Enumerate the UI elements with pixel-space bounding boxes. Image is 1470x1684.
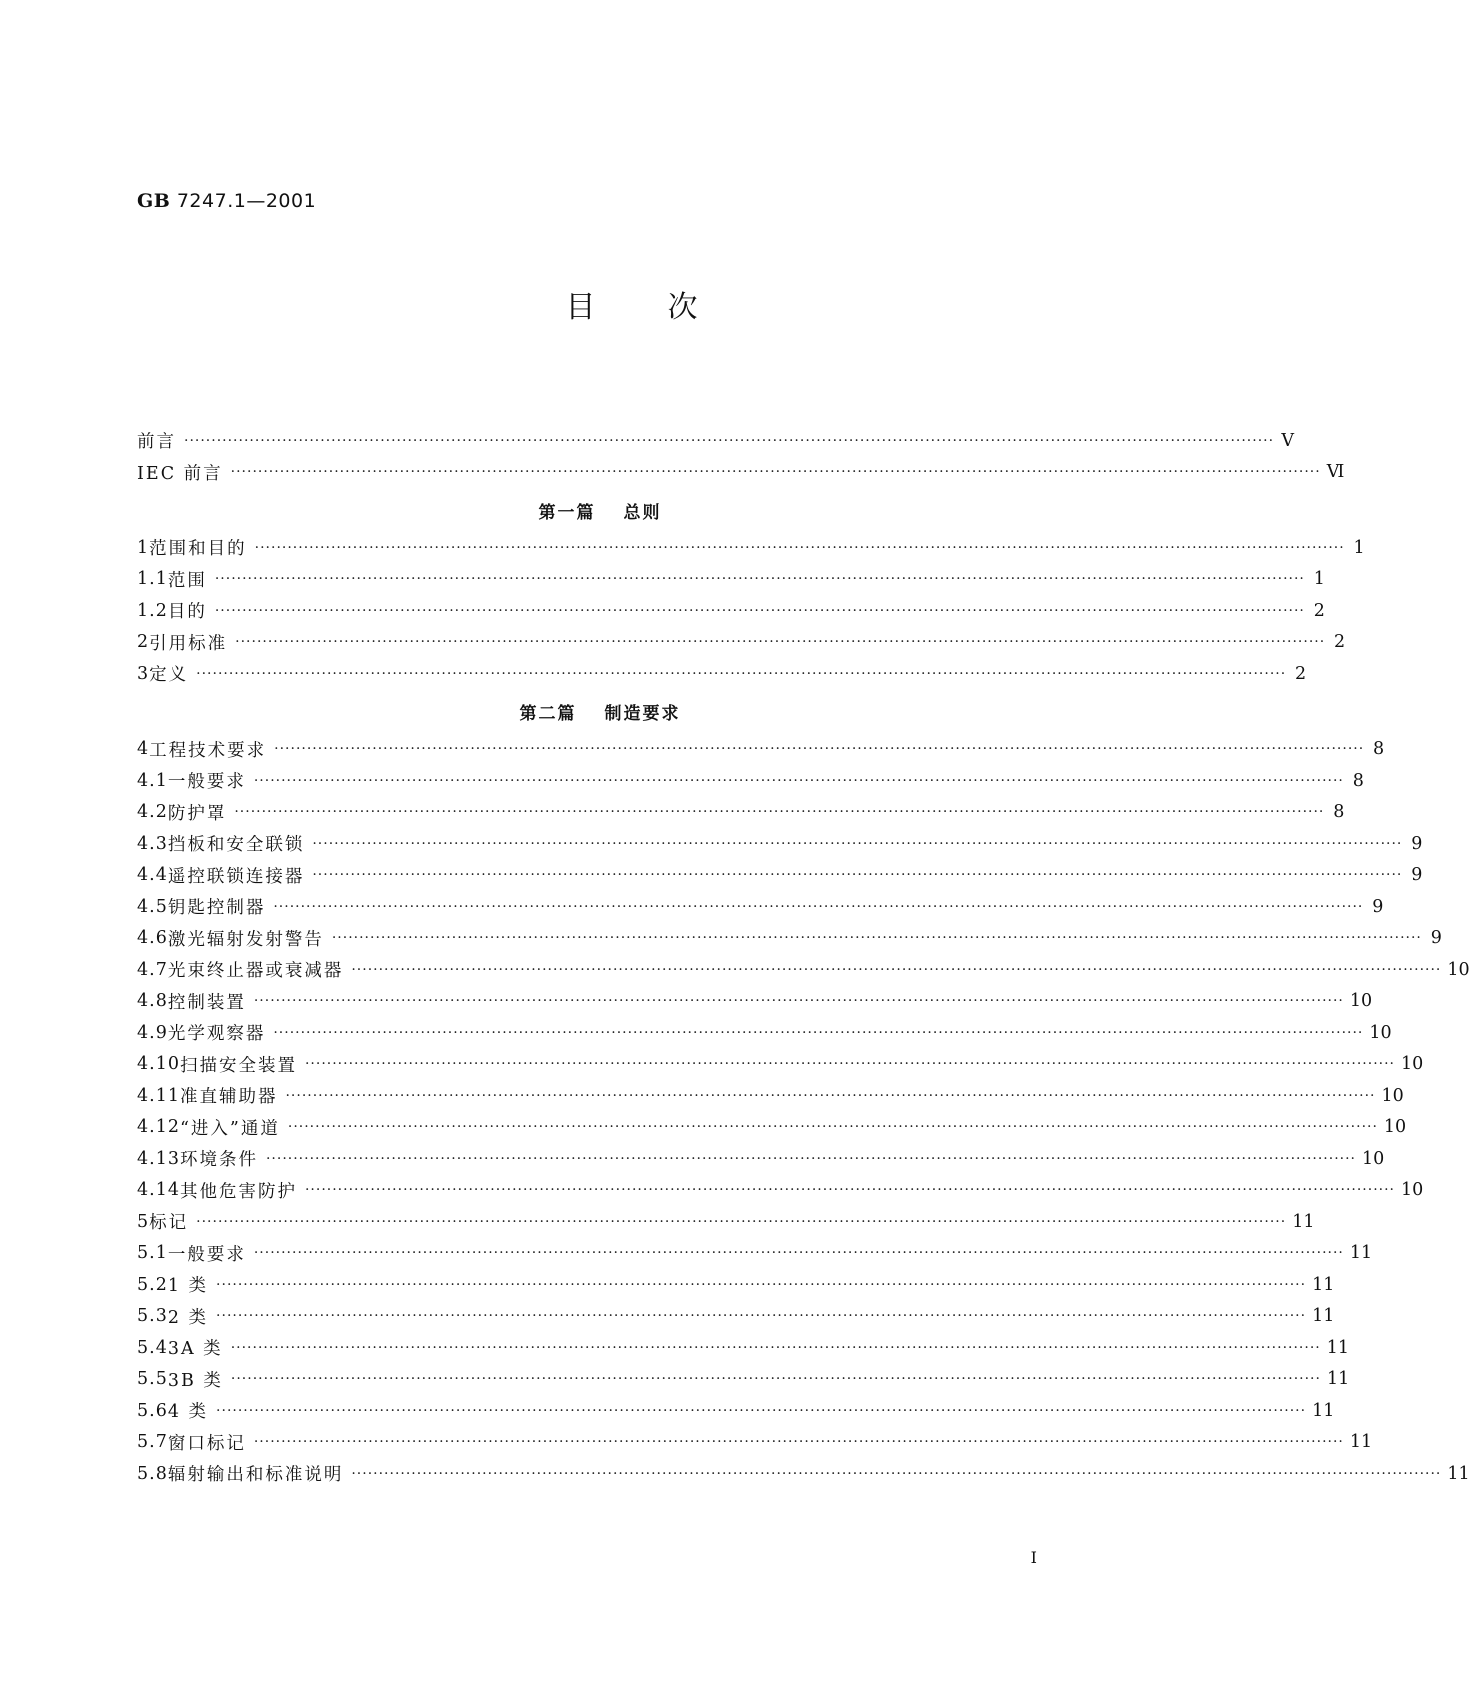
- toc-page: 9: [1430, 928, 1442, 949]
- toc-number: 4.4: [137, 865, 168, 886]
- toc-page: 10: [1362, 1148, 1385, 1169]
- toc-page: 8: [1373, 739, 1385, 760]
- leader-dots: ········································································································································································································: [331, 930, 1422, 947]
- leader-dots: ········································································································································································································: [351, 961, 1442, 978]
- toc-number: 4.7: [137, 959, 168, 980]
- leader-dots: ········································································································································································································: [312, 867, 1403, 884]
- toc-page: 10: [1369, 1022, 1392, 1043]
- toc-number: 4.11: [137, 1085, 180, 1106]
- leader-dots: ········································································································································································································: [216, 1276, 1307, 1293]
- toc-label: 3A 类: [167, 1339, 223, 1360]
- toc-label: 辐射输出和标准说明: [167, 1465, 344, 1486]
- toc-number: 4.6: [137, 928, 168, 949]
- toc-number: 3: [137, 663, 150, 684]
- toc-label: 标记: [149, 1213, 189, 1234]
- toc-label: 准直辅助器: [179, 1087, 278, 1108]
- leader-dots: ········································································································································································································: [273, 1024, 1364, 1041]
- toc-number: 4.1: [137, 770, 168, 791]
- toc-number: 4.10: [137, 1054, 180, 1075]
- toc-page: Ⅴ: [1281, 430, 1295, 451]
- part1-list: [137, 532, 1365, 690]
- toc-row[interactable]: [137, 734, 1385, 766]
- toc-number: 1: [137, 537, 150, 558]
- leader-dots: ········································································································································································································: [196, 665, 1287, 682]
- leader-dots: ········································································································································································································: [287, 1119, 1378, 1136]
- toc-row[interactable]: [137, 1143, 1385, 1175]
- leader-dots: ········································································································································································································: [304, 1056, 1396, 1073]
- toc-label: 4 类: [167, 1402, 209, 1423]
- toc-page: 11: [1312, 1306, 1335, 1327]
- toc-page: 9: [1411, 865, 1423, 886]
- leader-dots: ········································································································································································································: [235, 634, 1326, 651]
- leader-dots: ········································································································································································································: [265, 1150, 1357, 1167]
- toc-row[interactable]: [137, 1301, 1335, 1333]
- leader-dots: ········································································································································································································: [274, 741, 1365, 758]
- toc-row[interactable]: [137, 564, 1325, 596]
- part-title: 制造要求: [604, 704, 681, 724]
- standard-number: 7247.1—2001: [176, 190, 317, 212]
- toc-number: 4.14: [137, 1180, 180, 1201]
- toc-page: 11: [1447, 1463, 1470, 1484]
- toc-label: 窗口标记: [167, 1433, 246, 1454]
- toc-number: 4.3: [137, 833, 168, 854]
- toc-row[interactable]: [137, 765, 1364, 797]
- toc-page: Ⅵ: [1326, 462, 1345, 483]
- toc-row[interactable]: [137, 1017, 1392, 1049]
- leader-dots: ········································································································································································································: [214, 571, 1305, 588]
- toc-label: 控制装置: [167, 992, 246, 1013]
- toc-page: 11: [1292, 1211, 1315, 1232]
- toc-row[interactable]: [137, 923, 1442, 955]
- leader-dots: ········································································································································································································: [184, 432, 1275, 449]
- toc-label: 一般要求: [167, 1244, 246, 1265]
- toc-page: 10: [1401, 1054, 1424, 1075]
- toc-page: 8: [1333, 802, 1345, 823]
- leader-dots: ········································································································································································································: [273, 898, 1364, 915]
- toc-row[interactable]: [137, 797, 1345, 829]
- toc-row[interactable]: [137, 1332, 1350, 1364]
- leader-dots: ········································································································································································································: [216, 1402, 1307, 1419]
- standard-code: [137, 190, 316, 212]
- leader-dots: ········································································································································································································: [304, 1182, 1396, 1199]
- toc-number: 4: [137, 739, 150, 760]
- toc-page: 9: [1411, 833, 1423, 854]
- toc-label: 范围和目的: [149, 539, 247, 560]
- toc-row[interactable]: [137, 986, 1373, 1018]
- leader-dots: ········································································································································································································: [230, 1371, 1321, 1388]
- leader-dots: ········································································································································································································: [253, 1245, 1344, 1262]
- toc-row[interactable]: [137, 1458, 1470, 1490]
- toc-row[interactable]: [137, 954, 1470, 986]
- toc-label: 钥匙控制器: [167, 898, 266, 919]
- part2-list: [137, 734, 1470, 1490]
- toc-row[interactable]: [137, 1238, 1373, 1270]
- toc-label: “进入”通道: [179, 1118, 280, 1139]
- toc-label: 2 类: [167, 1307, 209, 1328]
- toc-page: 11: [1312, 1274, 1335, 1295]
- part-heading: [137, 488, 1063, 532]
- toc-label: 环境条件: [179, 1150, 258, 1171]
- toc-row[interactable]: [137, 1395, 1335, 1427]
- toc-label: 遥控联锁连接器: [167, 866, 305, 887]
- toc-page: 11: [1326, 1369, 1350, 1390]
- toc-label: 前言: [137, 432, 176, 453]
- toc-label: 引用标准: [149, 633, 228, 654]
- leader-dots: ········································································································································································································: [253, 772, 1344, 789]
- toc-label: 工程技术要求: [149, 740, 267, 761]
- toc-page: 9: [1372, 896, 1384, 917]
- toc-label: 激光辐射发射警告: [167, 929, 324, 950]
- table-of-contents: [137, 425, 1470, 1490]
- toc-number: 1.1: [137, 569, 168, 590]
- leader-dots: ········································································································································································································: [214, 602, 1305, 619]
- toc-label: 光束终止器或衰减器: [167, 961, 344, 982]
- toc-row[interactable]: [137, 1049, 1424, 1081]
- part-number: 第二篇: [519, 704, 577, 724]
- toc-number: 5: [137, 1211, 150, 1232]
- leader-dots: ········································································································································································································: [230, 1339, 1321, 1356]
- toc-number: 4.12: [137, 1117, 180, 1138]
- leader-dots: ········································································································································································································: [216, 1308, 1307, 1325]
- toc-row[interactable]: [137, 1112, 1407, 1144]
- toc-row[interactable]: [137, 1427, 1373, 1459]
- page-folio: Ⅰ: [1030, 1548, 1037, 1567]
- toc-row[interactable]: [137, 457, 1345, 489]
- toc-page: 10: [1383, 1117, 1407, 1138]
- page-title: 目次: [565, 290, 770, 325]
- toc-label: 1 类: [167, 1276, 209, 1297]
- toc-row[interactable]: [137, 658, 1307, 690]
- toc-number: 5.5: [137, 1369, 168, 1390]
- leader-dots: ········································································································································································································: [230, 464, 1321, 481]
- toc-row[interactable]: [137, 532, 1365, 564]
- toc-page: 2: [1334, 632, 1346, 653]
- toc-number: 5.1: [137, 1243, 168, 1264]
- toc-page: 11: [1312, 1400, 1335, 1421]
- toc-label: IEC 前言: [137, 463, 223, 484]
- toc-page: 8: [1352, 770, 1364, 791]
- toc-page: 2: [1295, 663, 1307, 684]
- leader-dots: ········································································································································································································: [351, 1465, 1442, 1482]
- toc-label: 防护罩: [167, 803, 227, 824]
- toc-number: 4.8: [137, 991, 168, 1012]
- toc-page: 1: [1353, 537, 1365, 558]
- leader-dots: ········································································································································································································: [312, 835, 1403, 852]
- toc-row[interactable]: [137, 1175, 1424, 1207]
- toc-label: 一般要求: [167, 772, 246, 793]
- toc-row[interactable]: [137, 1364, 1350, 1396]
- toc-number: 4.13: [137, 1148, 180, 1169]
- toc-row[interactable]: [137, 1080, 1404, 1112]
- toc-page: 10: [1447, 959, 1470, 980]
- toc-number: 5.8: [137, 1463, 168, 1484]
- toc-label: 其他危害防护: [179, 1181, 297, 1202]
- toc-number: 4.9: [137, 1022, 168, 1043]
- toc-page: 11: [1349, 1243, 1373, 1264]
- toc-row[interactable]: [137, 1206, 1315, 1238]
- leader-dots: ········································································································································································································: [253, 1434, 1344, 1451]
- toc-row[interactable]: [137, 891, 1384, 923]
- toc-row[interactable]: [137, 595, 1325, 627]
- toc-row[interactable]: [137, 828, 1423, 860]
- toc-row[interactable]: [137, 860, 1423, 892]
- toc-number: 5.2: [137, 1274, 168, 1295]
- toc-page: 11: [1349, 1432, 1373, 1453]
- toc-label: 光学观察器: [167, 1024, 266, 1045]
- toc-row[interactable]: [137, 425, 1295, 457]
- toc-page: 1: [1313, 569, 1325, 590]
- toc-page: 10: [1349, 991, 1373, 1012]
- toc-number: 5.7: [137, 1432, 168, 1453]
- leader-dots: ········································································································································································································: [253, 993, 1344, 1010]
- toc-page: 10: [1401, 1180, 1424, 1201]
- leader-dots: ········································································································································································································: [196, 1213, 1287, 1230]
- toc-label: 范围: [167, 570, 207, 591]
- toc-label: 目的: [167, 602, 207, 623]
- toc-number: 5.4: [137, 1337, 168, 1358]
- toc-label: 定义: [149, 665, 189, 686]
- toc-label: 扫描安全装置: [179, 1055, 297, 1076]
- toc-label: 3B 类: [167, 1370, 223, 1391]
- toc-number: 4.2: [137, 802, 168, 823]
- leader-dots: ········································································································································································································: [285, 1087, 1376, 1104]
- toc-page: 11: [1326, 1337, 1350, 1358]
- toc-row[interactable]: [137, 1269, 1335, 1301]
- standard-prefix: GB: [137, 190, 171, 212]
- toc-page: 2: [1313, 600, 1325, 621]
- part-title: 总则: [623, 502, 662, 523]
- part-heading: [137, 690, 1063, 734]
- toc-label: 挡板和安全联锁: [167, 835, 305, 856]
- toc-number: 4.5: [137, 896, 168, 917]
- toc-number: 5.3: [137, 1306, 168, 1327]
- part-number: 第一篇: [538, 502, 596, 523]
- toc-page: 10: [1381, 1085, 1404, 1106]
- leader-dots: ········································································································································································································: [254, 539, 1345, 556]
- leader-dots: ········································································································································································································: [234, 804, 1325, 821]
- toc-number: 2: [137, 632, 150, 653]
- toc-number: 5.6: [137, 1400, 168, 1421]
- toc-number: 1.2: [137, 600, 168, 621]
- toc-row[interactable]: [137, 627, 1346, 659]
